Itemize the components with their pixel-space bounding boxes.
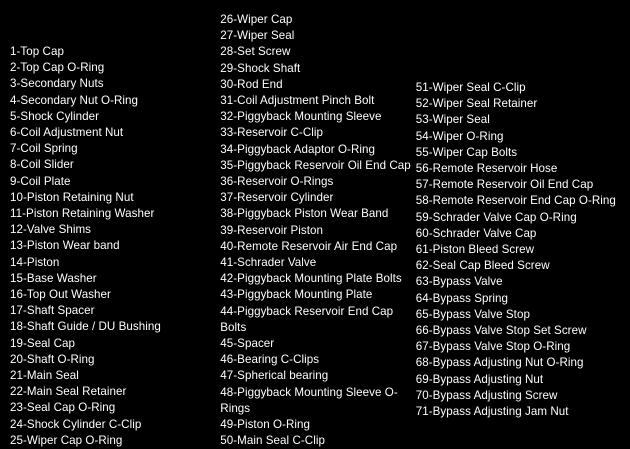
list-item: 65-Bypass Valve Stop — [415, 307, 530, 321]
parts-list-2 — [220, 12, 413, 449]
list-item: 69-Bypass Adjusting Nut — [415, 372, 544, 386]
list-item: 45-Spacer — [220, 337, 275, 351]
list-item: 28-Set Screw — [220, 45, 291, 59]
list-item: 10-Piston Retaining Nut — [10, 190, 134, 204]
list-item: 58-Remote Reservoir End Cap O-Ring — [415, 194, 616, 208]
list-item: 61-Piston Bleed Screw — [415, 243, 535, 257]
list-item: 21-Main Seal — [10, 369, 79, 383]
list-item: 18-Shaft Guide / DU Bushing — [10, 320, 161, 334]
list-item: 23-Seal Cap O-Ring — [10, 401, 116, 415]
parts-list-3 — [416, 80, 624, 420]
list-item: 19-Seal Cap — [10, 336, 76, 350]
list-item: 67-Bypass Valve Stop O-Ring — [415, 340, 571, 354]
parts-column-3 — [414, 8, 624, 420]
list-item: 60-Schrader Valve Cap — [415, 226, 537, 240]
list-item: 17-Shaft Spacer — [10, 304, 95, 318]
list-item: 52-Wiper Seal Retainer — [415, 97, 538, 111]
list-item: 8-Coil Slider — [10, 158, 74, 172]
list-item: 39-Reservoir Piston — [220, 223, 324, 237]
list-item: 24-Shock Cylinder C-Clip — [10, 417, 142, 431]
list-item: 53-Wiper Seal — [415, 113, 490, 127]
list-item: 46-Bearing C-Clips — [220, 353, 320, 367]
list-item: 47-Spherical bearing — [220, 369, 329, 383]
list-item: 54-Wiper O-Ring — [415, 129, 504, 143]
list-item: 48-Piggyback Mounting Sleeve O-Rings — [220, 385, 398, 415]
parts-list-1 — [10, 44, 218, 449]
list-item: 41-Schrader Valve — [220, 256, 317, 270]
list-item: 9-Coil Plate — [10, 174, 71, 188]
parts-columns — [6, 8, 624, 448]
list-item: 37-Reservoir Cylinder — [220, 191, 334, 205]
list-item: 1-Top Cap — [10, 45, 64, 58]
list-item: 71-Bypass Adjusting Jam Nut — [415, 405, 569, 419]
list-item: 66-Bypass Valve Stop Set Screw — [415, 324, 587, 338]
list-item: 49-Piston O-Ring — [220, 418, 310, 432]
list-item: 22-Main Seal Retainer — [10, 385, 127, 399]
list-item: 35-Piggyback Reservoir Oil End Cap — [220, 158, 411, 172]
list-item: 31-Coil Adjustment Pinch Bolt — [220, 94, 375, 108]
list-item: 20-Shaft O-Ring — [10, 352, 95, 366]
list-item: 40-Remote Reservoir Air End Cap — [220, 239, 398, 253]
list-item: 64-Bypass Spring — [415, 291, 509, 305]
list-item: 63-Bypass Valve — [415, 275, 503, 289]
list-item: 70-Bypass Adjusting Screw — [415, 388, 558, 402]
list-item: 29-Shock Shaft — [220, 61, 301, 75]
list-item: 16-Top Out Washer — [10, 288, 111, 302]
list-item: 30-Rod End — [220, 77, 283, 91]
list-item: 5-Shock Cylinder — [10, 109, 100, 123]
list-item: 57-Remote Reservoir Oil End Cap — [415, 178, 594, 192]
list-item: 6-Coil Adjustment Nut — [10, 126, 124, 140]
list-item: 7-Coil Spring — [10, 142, 78, 156]
list-item: 62-Seal Cap Bleed Screw — [415, 259, 550, 273]
list-item: 25-Wiper Cap O-Ring — [10, 433, 123, 447]
list-item: 55-Wiper Cap Bolts — [415, 145, 518, 159]
list-item: 26-Wiper Cap — [220, 13, 293, 26]
list-item: 2-Top Cap O-Ring — [10, 61, 105, 75]
list-item: 13-Piston Wear band — [10, 239, 120, 253]
list-item: 36-Reservoir O-Rings — [220, 175, 334, 189]
list-item: 27-Wiper Seal — [220, 29, 295, 43]
list-item: 4-Secondary Nut O-Ring — [10, 93, 139, 107]
parts-column-2 — [218, 8, 413, 449]
list-item: 14-Piston — [10, 255, 60, 269]
list-item: 42-Piggyback Mounting Plate Bolts — [220, 272, 402, 286]
list-item: 12-Valve Shims — [10, 223, 92, 237]
list-item: 59-Schrader Valve Cap O-Ring — [415, 210, 577, 224]
list-item: 50-Main Seal C-Clip — [220, 434, 325, 448]
list-item: 38-Piggyback Piston Wear Band — [220, 207, 389, 221]
list-item: 11-Piston Retaining Washer — [10, 207, 155, 221]
list-item: 15-Base Washer — [10, 271, 97, 285]
list-item: 34-Piggyback Adaptor O-Ring — [220, 142, 375, 156]
list-item: 44-Piggyback Reservoir End Cap Bolts — [220, 304, 394, 334]
list-item: 51-Wiper Seal C-Clip — [415, 81, 526, 94]
list-item: 33-Reservoir C-Clip — [220, 126, 324, 140]
parts-column-1 — [6, 8, 218, 449]
list-item: 68-Bypass Adjusting Nut O-Ring — [415, 356, 584, 370]
list-item: 32-Piggyback Mounting Sleeve — [220, 110, 382, 124]
list-item: 3-Secondary Nuts — [10, 77, 104, 91]
list-item: 43-Piggyback Mounting Plate — [220, 288, 373, 302]
list-item: 56-Remote Reservoir Hose — [415, 162, 558, 176]
